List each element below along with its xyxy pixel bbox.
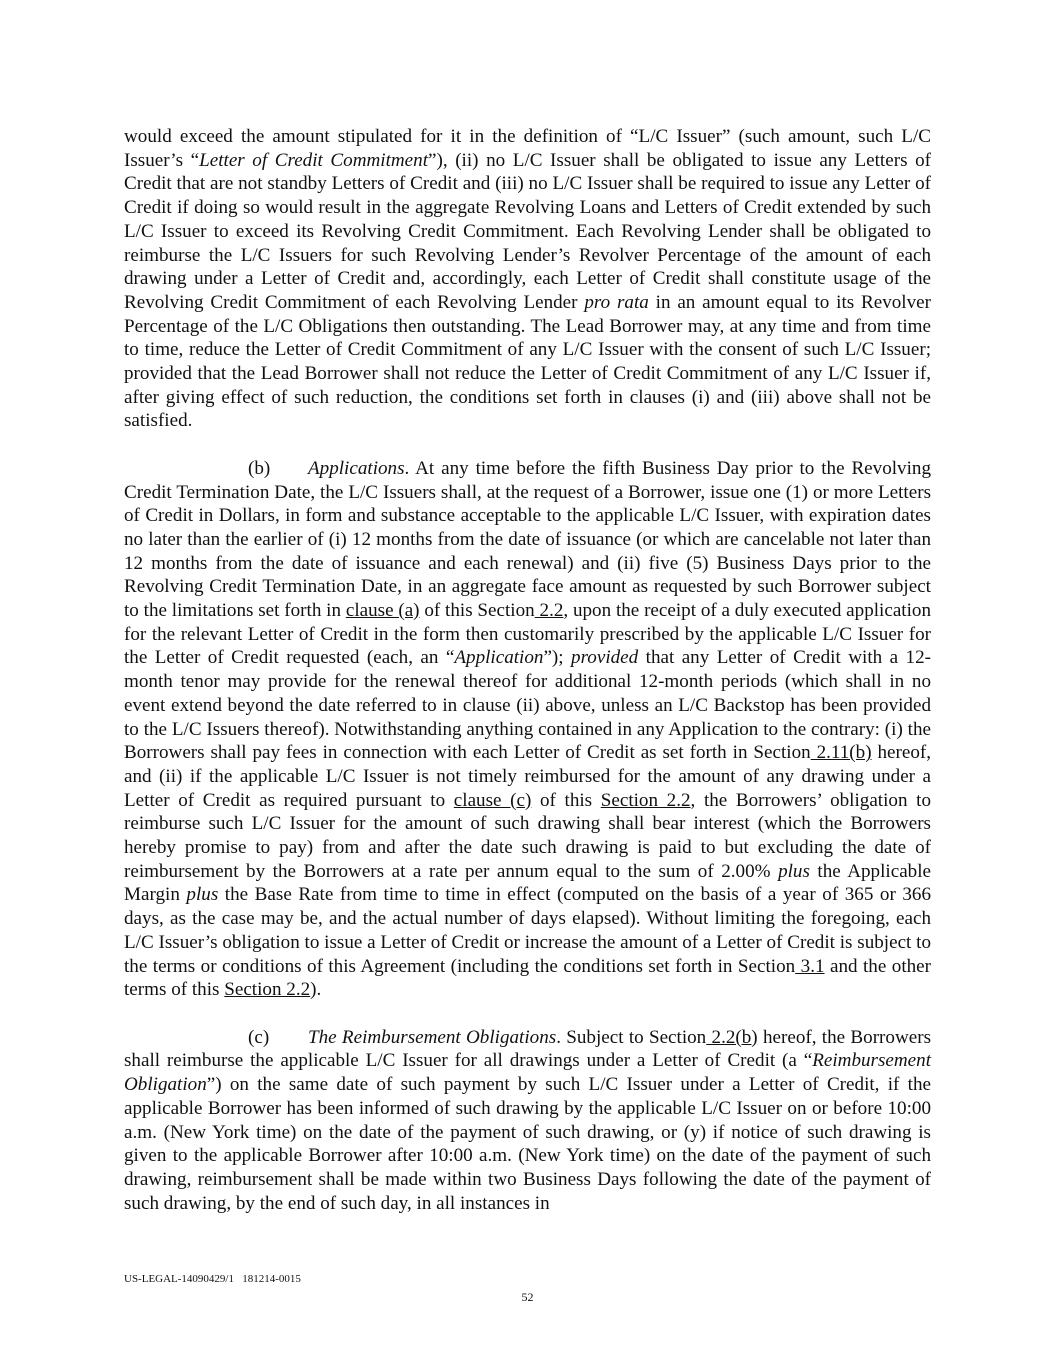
text-run: . At any time before the fifth Business Day prior to the Revolving Credit Termination Date, the L/C Issuers shall, at the request of a Borrower, issue one (1) or more Letters of Credit in Dollars, in form and substance acceptable to the applicable L/C Issuer, with expiration dates no later than the earlier of (i) 12 months from the date of issuance (or which are cancelable not later than 12 months from the date of issuance and each renewal) and (ii) five (5) Business Days prior to the Revolving Credit Termination Date, in an aggregate face amount as requested by such Borrower subject to the limitations set forth in (124, 457, 931, 622)
cross-reference-link[interactable]: clause (c) (453, 789, 532, 811)
text-run: of this (531, 789, 601, 811)
text-run: , the Borrowers’ obligation to reimburse such L/C Issuer for the amount of such drawing shall bear interest (which the Borrowers hereby promise to pay) from and after the date such drawing is paid to but excluding the date of reimbursement by the Borrowers at a rate per annum equal to the sum of 2.00% (124, 789, 931, 882)
cross-reference-link[interactable]: Section 2.2 (600, 789, 691, 811)
text-run: would exceed the amount stipulated for it in the definition of “L/C Issuer” (such amount, such L/C Issuer’s “ (124, 126, 931, 171)
text-run: and the other terms of this (124, 955, 932, 1001)
text-run: . Subject to Section (556, 1026, 707, 1048)
cross-reference-link[interactable]: 2.2 (534, 600, 564, 622)
text-run: hereof, the Borrowers shall reimburse the applicable L/C Issuer for all drawings under a Letter of Credit (a “ (124, 1026, 932, 1072)
cross-reference-link[interactable]: 2.2(b) (706, 1026, 758, 1048)
italic-term: plus (186, 884, 219, 906)
cross-reference-link[interactable]: clause (a) (345, 600, 420, 622)
text-run: ”), (ii) no L/C Issuer shall be obligated to issue any Letters of Credit that are not standby Letters of Credit and (iii) no L/C Issuer shall be required to issue any Letter of Credit if doing so would result in the aggregate Revolving Loans and Letters of Credit extended by such L/C Issuer to exceed its Revolving Credit Commitment. Each Revolving Lender shall be obligated to reimburse the L/C Issuers for such Revolving Lender’s Revolver Percentage of the amount of each drawing under a Letter of Credit and, accordingly, each Letter of Credit shall constitute usage of the Revolving Credit Commitment of each Revolving Lender (124, 149, 931, 313)
text-run: ”) on the same date of such payment by such L/C Issuer under a Letter of Credit, if the applicable Borrower has been informed of such drawing by the applicable L/C Issuer on or before 10:00 a.m. (New York time) on the date of the payment of such drawing, or (y) if notice of such drawing is given to the applicable Borrower after 10:00 a.m. (New York time) on the date of the payment of such drawing, reimbursement shall be made within two Business Days following the date of the payment of such drawing, by the end of such day, in all instances in (124, 1074, 931, 1214)
text-run: ”); (543, 647, 572, 669)
text-run: hereof, and (ii) if the applicable L/C Issuer is not timely reimbursed for the amount of any drawing under a Letter of Credit as required pursuant to (124, 742, 932, 811)
clause-heading: The Reimbursement Obligations (308, 1026, 557, 1048)
paragraph-a-continued (124, 125, 931, 433)
cross-reference-link[interactable]: Section 2.2 (224, 979, 311, 1001)
page-number: 52 (521, 1290, 534, 1304)
defined-term: Reimbursement Obligation (124, 1050, 931, 1096)
text-run: of this Section (419, 600, 535, 622)
text-run: that any Letter of Credit with a 12-month tenor may provide for the renewal thereof for additional 12-month periods (which shall in no event extend beyond the date referred to in clause (ii) above, unless an L/C Backstop has been provided to the L/C Issuers thereof). Notwithstanding anything contained in any Application to the contrary: (i) the Borrowers shall pay fees in connection with each Letter of Credit as set forth in Section (124, 647, 931, 764)
clause-label: (c) (248, 1026, 270, 1048)
text-run: in an amount equal to its Revolver Percentage of the L/C Obligations then outstanding. The Lead Borrower may, at any time and from time to time, reduce the Letter of Credit Commitment of any L/C Issuer with the consent of such L/C Issuer; provided that the Lead Borrower shall not reduce the Letter of Credit Commitment of any L/C Issuer if, after giving effect of such reduction, the conditions set forth in clauses (i) and (iii) above shall not be satisfied. (124, 291, 931, 432)
cross-reference-link[interactable]: 2.11(b) (810, 742, 872, 764)
cross-reference-link[interactable]: 3.1 (795, 955, 825, 977)
text-run: the Base Rate from time to time in effect (computed on the basis of a year of 365 or 366 days, as the case may be, and the actual number of days elapsed). Without limiting the foregoing, each L/C Issuer’s obligation to issue a Letter of Credit or increase the amount of a Letter of Credit is subject to the terms or conditions of this Agreement (including the conditions set forth in Section (124, 884, 932, 977)
defined-term: Application (454, 647, 544, 669)
text-run: the Applicable Margin (124, 860, 931, 906)
defined-term: Letter of Credit Commitment (199, 149, 428, 171)
document-body (124, 125, 931, 1215)
italic-term: provided (571, 647, 639, 669)
text-run: ). (310, 979, 322, 1001)
text-run: , upon the receipt of a duly executed application for the relevant Letter of Credit in the form then customarily prescribed by the applicable L/C Issuer for the Letter of Credit requested (each, an “ (124, 600, 932, 669)
italic-term: pro rata (584, 291, 649, 313)
footer-document-id: US-LEGAL-14090429/1 181214-0015 (124, 1273, 301, 1285)
clause-heading: Applications (308, 457, 405, 479)
paragraph-c (124, 1026, 931, 1216)
italic-term: plus (778, 860, 810, 882)
clause-label: (b) (248, 457, 271, 479)
paragraph-b (124, 457, 931, 1002)
